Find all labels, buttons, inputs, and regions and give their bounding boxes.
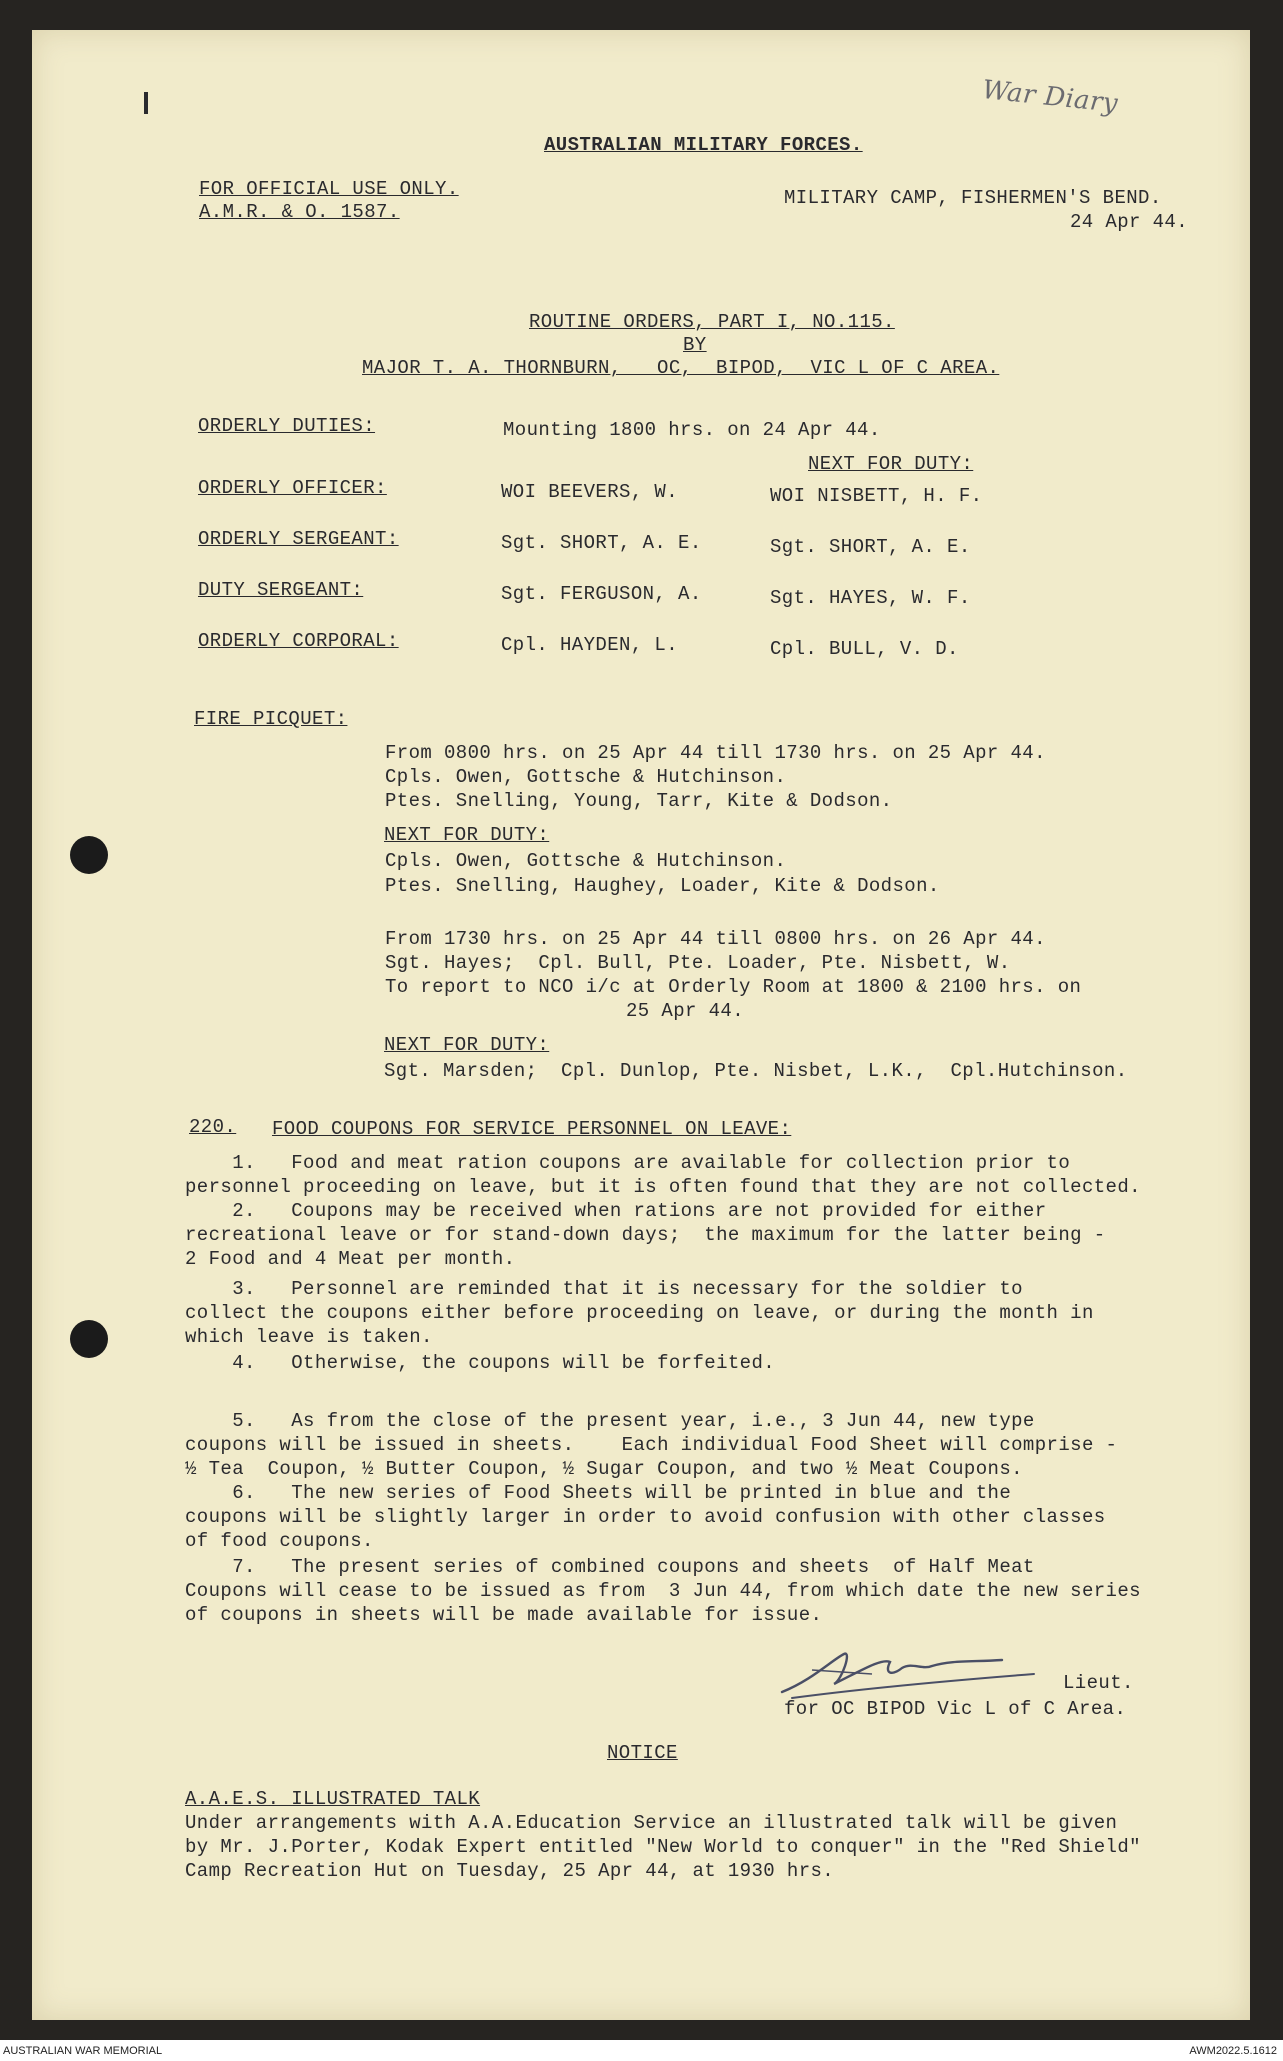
fire-picquet-line: Cpls. Owen, Gottsche & Hutchinson.: [385, 766, 787, 788]
duty-row-current: Sgt. SHORT, A. E.: [501, 532, 702, 554]
margin-mark: [144, 92, 148, 114]
section-line: personnel proceeding on leave, but it is often found that they are not collected.: [185, 1176, 1141, 1198]
handwritten-note: War Diary: [980, 74, 1120, 120]
section-line: 5. As from the close of the present year, i.e., 3 Jun 44, new type: [185, 1410, 1035, 1432]
orders-issuer: MAJOR T. A. THORNBURN, OC, BIPOD, VIC L OF C AREA.: [362, 357, 1000, 379]
duty-row-current: Cpl. HAYDEN, L.: [501, 634, 679, 656]
section-line: of food coupons.: [185, 1530, 374, 1552]
location: MILITARY CAMP, FISHERMEN'S BEND.: [784, 187, 1162, 209]
orders-title: ROUTINE ORDERS, PART I, NO.115.: [529, 311, 895, 333]
section-line: 1. Food and meat ration coupons are available for collection prior to: [185, 1152, 1071, 1174]
duty-row-next: Sgt. SHORT, A. E.: [770, 536, 971, 558]
section-line: 6. The new series of Food Sheets will be printed in blue and the: [185, 1482, 1012, 1504]
section-line: 4. Otherwise, the coupons will be forfeited.: [185, 1352, 776, 1374]
section-line: Coupons will cease to be issued as from 3 Jun 44, from which date the new series: [185, 1580, 1141, 1602]
fire-picquet-label: FIRE PICQUET:: [194, 708, 348, 730]
orders-by: BY: [683, 334, 707, 356]
duty-row-next: WOI NISBETT, H. F.: [770, 485, 983, 507]
orderly-duties-label: ORDERLY DUTIES:: [198, 415, 376, 437]
section-line: 2. Coupons may be received when rations are not provided for either: [185, 1200, 1047, 1222]
section-line: collect the coupons either before proceeding on leave, or during the month in: [185, 1302, 1094, 1324]
punch-hole-bottom: [70, 1320, 108, 1358]
document-date: 24 Apr 44.: [1070, 211, 1189, 233]
fire-picquet-line: Cpls. Owen, Gottsche & Hutchinson.: [385, 850, 787, 872]
orderly-duties-value: Mounting 1800 hrs. on 24 Apr 44.: [503, 419, 881, 441]
duty-row-current: WOI BEEVERS, W.: [501, 481, 679, 503]
fire-picquet-line: To report to NCO i/c at Orderly Room at 1800 & 2100 hrs. on: [385, 976, 1082, 998]
official-use-label: FOR OFFICIAL USE ONLY.: [199, 178, 459, 200]
notice-line: Camp Recreation Hut on Tuesday, 25 Apr 44, at 1930 hrs.: [185, 1860, 835, 1882]
duty-row-label: ORDERLY CORPORAL:: [198, 630, 399, 652]
duty-row-next: Cpl. BULL, V. D.: [770, 638, 959, 660]
section-line: recreational leave or for stand-down days; the maximum for the latter being -: [185, 1224, 1106, 1246]
section-line: coupons will be issued in sheets. Each individual Food Sheet will comprise -: [185, 1434, 1118, 1456]
fire-picquet-line: Sgt. Marsden; Cpl. Dunlop, Pte. Nisbet, L.K., Cpl.Hutchinson.: [384, 1060, 1128, 1082]
notice-line: Under arrangements with A.A.Education Service an illustrated talk will be given: [185, 1812, 1118, 1834]
fire-picquet-line: From 0800 hrs. on 25 Apr 44 till 1730 hrs. on 25 Apr 44.: [385, 742, 1046, 764]
section-title: FOOD COUPONS FOR SERVICE PERSONNEL ON LEAVE:: [272, 1118, 792, 1140]
section-line: 2 Food and 4 Meat per month.: [185, 1248, 516, 1270]
fire-picquet-line: 25 Apr 44.: [626, 1000, 745, 1022]
fire-picquet-next-label: NEXT FOR DUTY:: [384, 1034, 550, 1056]
duty-row-next: Sgt. HAYES, W. F.: [770, 587, 971, 609]
signature-for-line: for OC BIPOD Vic L of C Area.: [784, 1698, 1127, 1720]
signature-rank: Lieut.: [1063, 1672, 1134, 1694]
duty-row-label: ORDERLY SERGEANT:: [198, 528, 399, 550]
section-line: of coupons in sheets will be made available for issue.: [185, 1604, 823, 1626]
duty-row-label: ORDERLY OFFICER:: [198, 477, 387, 499]
section-line: which leave is taken.: [185, 1326, 433, 1348]
fire-picquet-line: Ptes. Snelling, Haughey, Loader, Kite & Dodson.: [385, 875, 940, 897]
footer-left: AUSTRALIAN WAR MEMORIAL: [3, 2045, 163, 2057]
section-number: 220.: [189, 1116, 237, 1138]
footer-right: AWM2022.5.1612: [1189, 2045, 1277, 2057]
fire-picquet-line: Sgt. Hayes; Cpl. Bull, Pte. Loader, Pte. Nisbett, W.: [385, 952, 1011, 974]
footer-bar: [0, 2040, 1283, 2061]
fire-picquet-line: From 1730 hrs. on 25 Apr 44 till 0800 hrs. on 26 Apr 44.: [385, 928, 1046, 950]
duty-row-label: DUTY SERGEANT:: [198, 579, 364, 601]
section-line: coupons will be slightly larger in order to avoid confusion with other classes: [185, 1506, 1106, 1528]
duty-row-current: Sgt. FERGUSON, A.: [501, 583, 702, 605]
fire-picquet-next-label: NEXT FOR DUTY:: [384, 824, 550, 846]
section-line: 7. The present series of combined coupons and sheets of Half Meat: [185, 1556, 1035, 1578]
notice-subheading: A.A.E.S. ILLUSTRATED TALK: [185, 1788, 481, 1810]
document-page: [32, 30, 1250, 2020]
amr-reference: A.M.R. & O. 1587.: [199, 201, 400, 223]
punch-hole-top: [70, 836, 108, 874]
section-line: ½ Tea Coupon, ½ Butter Coupon, ½ Sugar Coupon, and two ½ Meat Coupons.: [185, 1458, 1023, 1480]
document-title: AUSTRALIAN MILITARY FORCES.: [544, 134, 863, 156]
notice-heading: NOTICE: [607, 1742, 678, 1764]
fire-picquet-line: Ptes. Snelling, Young, Tarr, Kite & Dodson.: [385, 790, 893, 812]
section-line: 3. Personnel are reminded that it is necessary for the soldier to: [185, 1278, 1023, 1300]
notice-line: by Mr. J.Porter, Kodak Expert entitled "New World to conquer" in the "Red Shield": [185, 1836, 1141, 1858]
next-for-duty-heading: NEXT FOR DUTY:: [808, 453, 974, 475]
